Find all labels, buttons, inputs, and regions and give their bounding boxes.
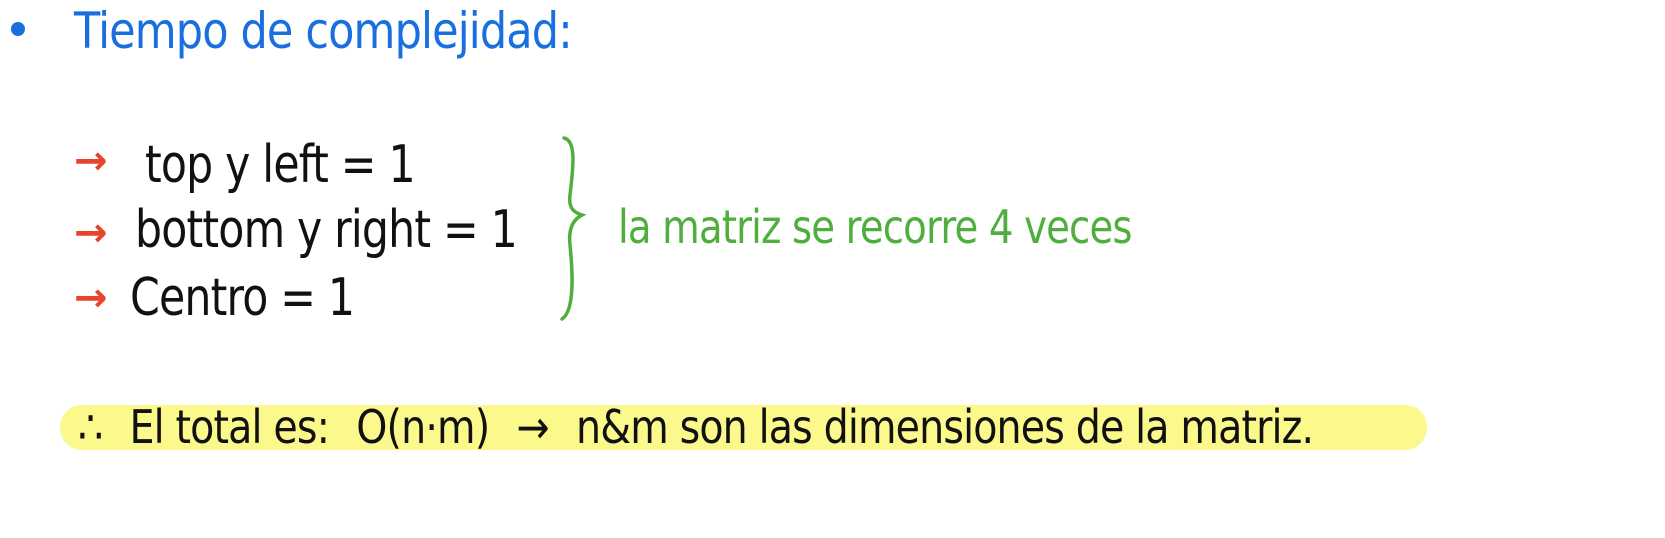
conclusion-line [78,400,1329,454]
bullet-dot [11,22,25,36]
item-top-left: top y left = 1 [145,135,415,195]
item-bottom-right: bottom y right = 1 [135,200,517,260]
arrow-icon: → [74,210,108,256]
page-title: Tiempo de complejidad: [74,2,572,60]
item-centro: Centro = 1 [130,268,355,328]
arrow-icon: → [516,400,549,454]
curly-brace-icon [560,135,600,325]
arrow-icon: → [74,275,108,321]
conclusion-explanation: n&m son las dimensiones de la matriz. [575,400,1314,454]
brace-note: la matriz se recorre 4 veces [618,200,1132,254]
conclusion-lead: El total es: [129,400,330,454]
therefore-symbol: ∴ [78,400,103,454]
complexity-expression: O(n·m) [356,400,490,454]
arrow-icon: → [74,138,108,184]
